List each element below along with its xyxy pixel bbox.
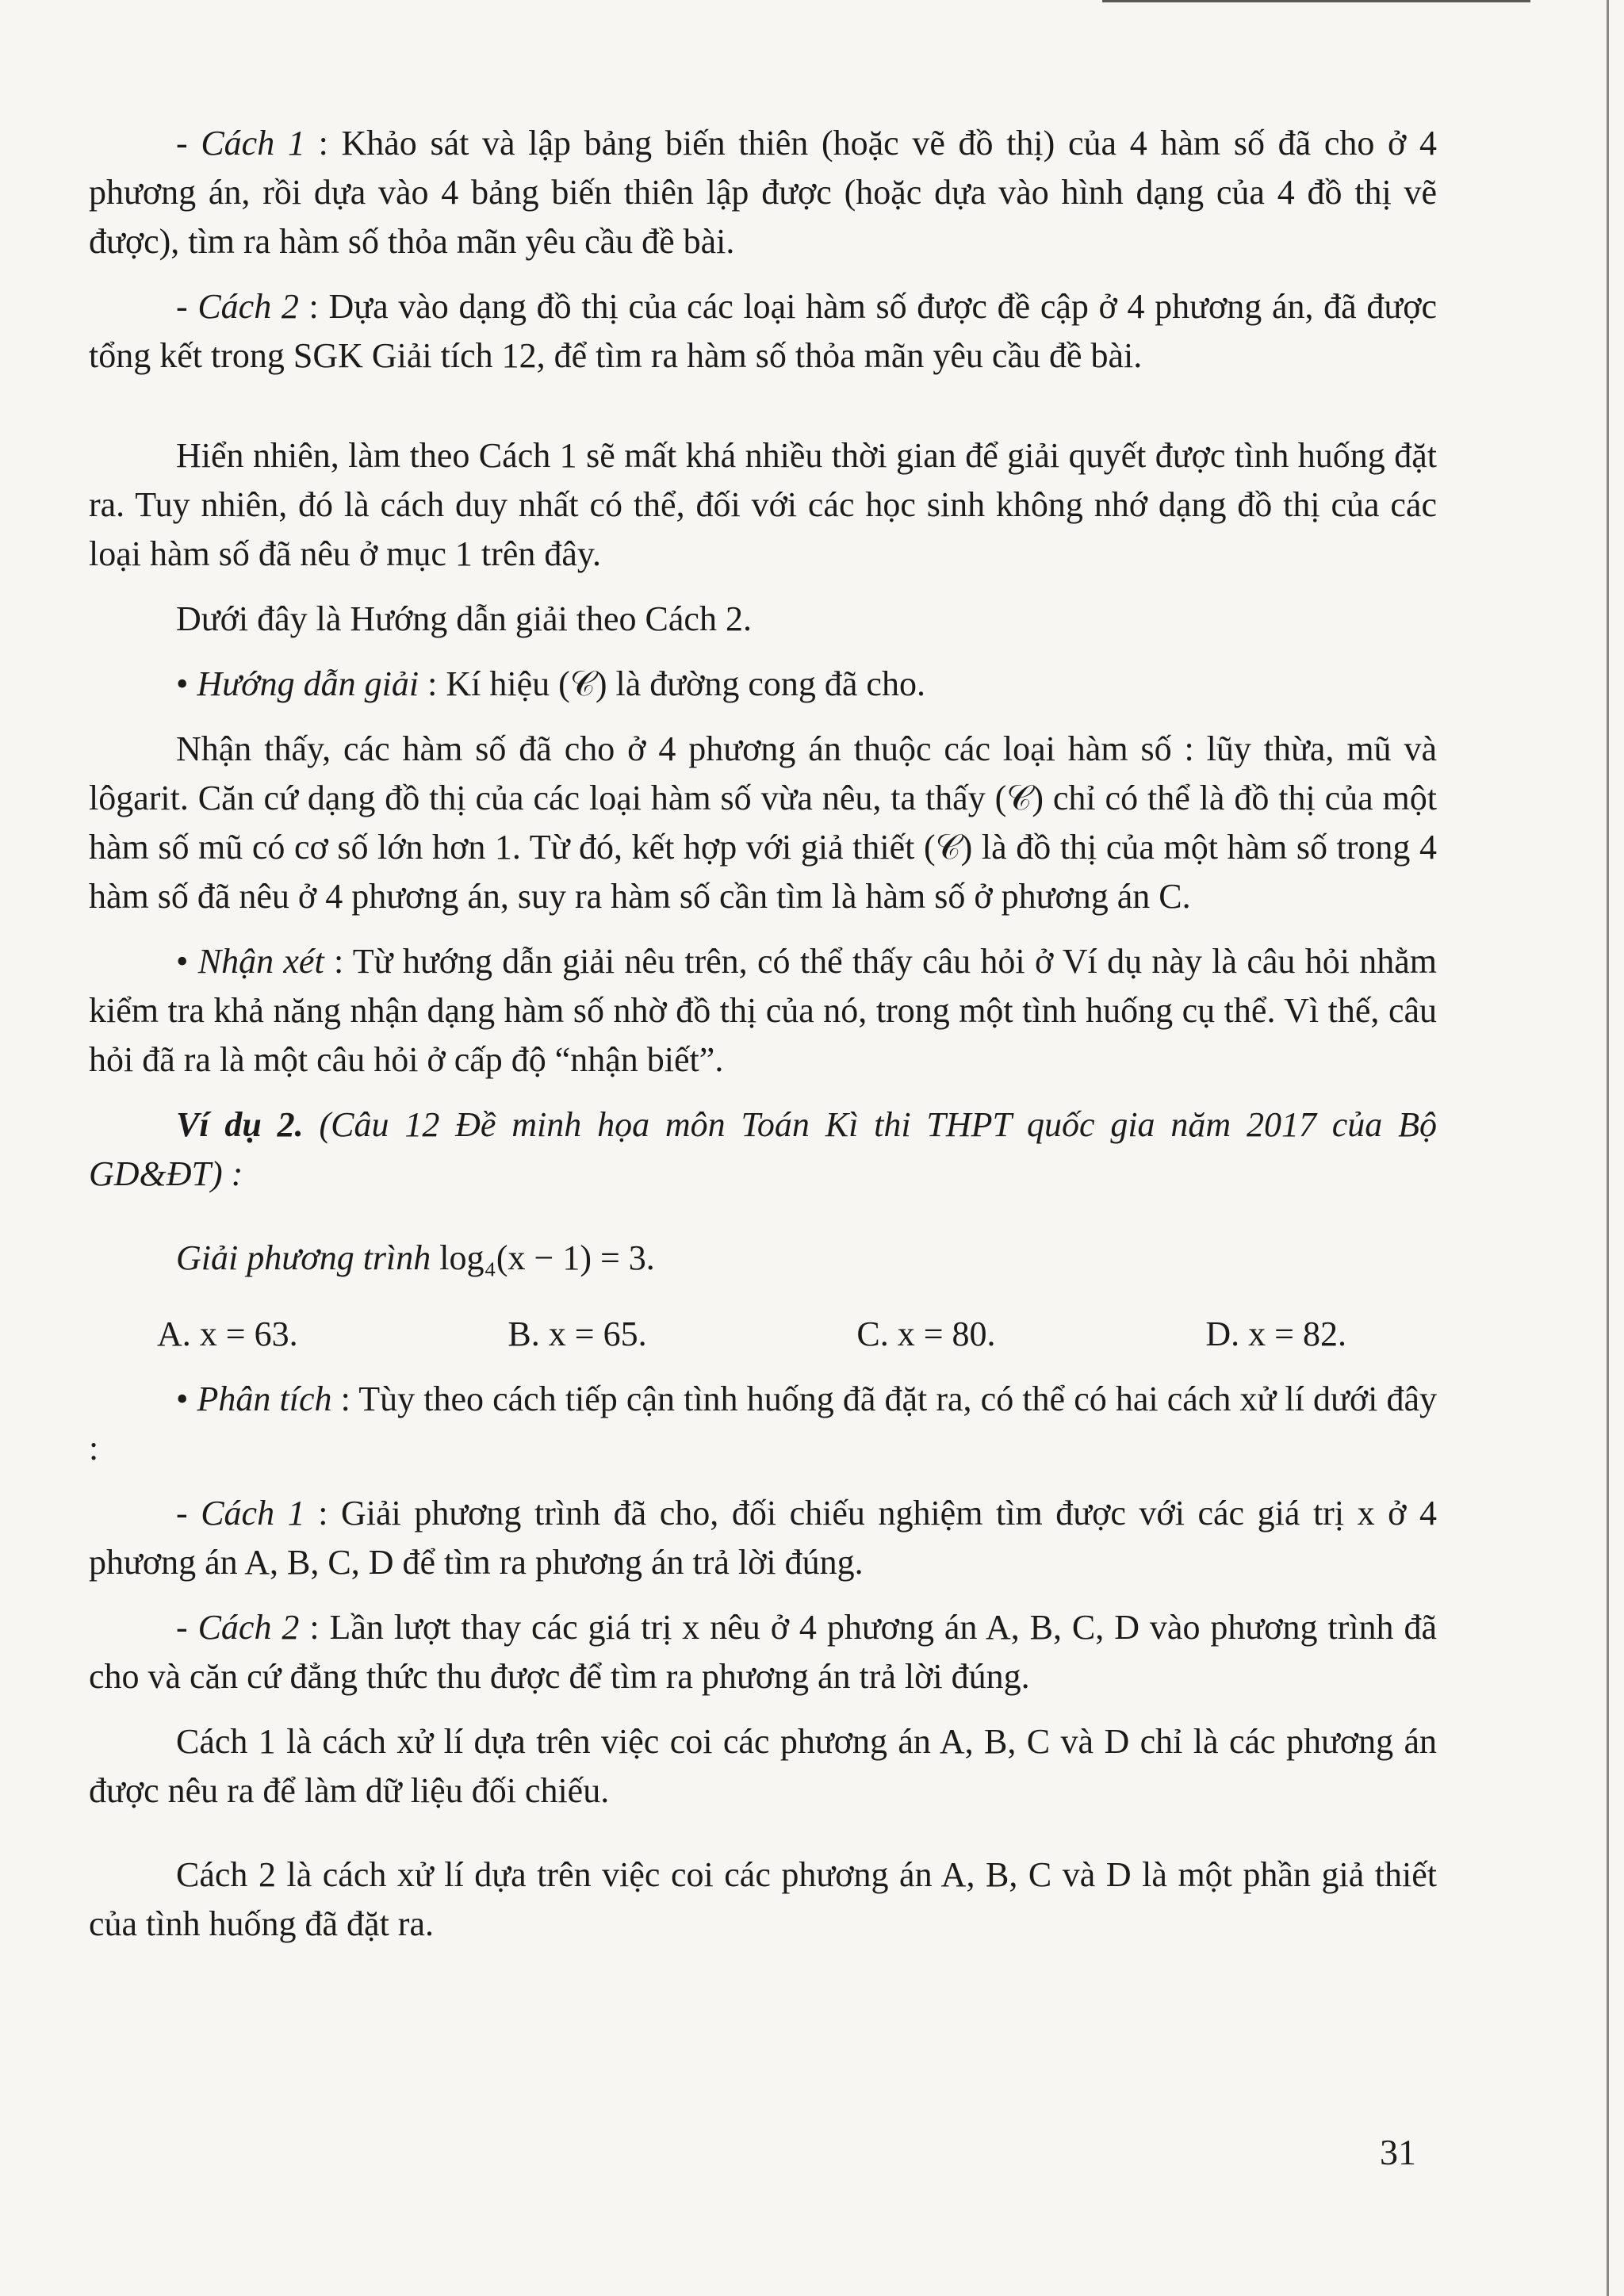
- label-cach-2-b: - Cách 2: [176, 1608, 300, 1647]
- answer-options: [89, 1310, 1346, 1359]
- option-c: C. x = 80.: [856, 1314, 996, 1353]
- paragraph-cach-1-la: Cách 1 là cách xử lí dựa trên việc coi các phương án A, B, C và D chỉ là các phương án được nêu ra để làm dữ liệu đối chiếu.: [89, 1722, 1437, 1810]
- paragraph-duoi-day: Dưới đây là Hướng dẫn giải theo Cách 2.: [176, 599, 752, 638]
- text-cach-1: : Khảo sát và lập bảng biến thiên (hoặc vẽ đồ thị) của 4 hàm số đã cho ở 4 phương án, rồi dựa vào 4 bảng biến thiên lập được (hoặc dựa vào hình dạng của 4 đồ thị vẽ được), tìm ra hàm số thỏa mãn yêu cầu đề bài.: [89, 124, 1437, 261]
- paragraph-cach-1-b: [89, 1489, 1437, 1587]
- paragraph-nhan-xet: [89, 937, 1437, 1085]
- paragraph-cach-2-b: [89, 1603, 1437, 1701]
- label-cach-2: - Cách 2: [176, 287, 299, 326]
- text-cach-1-b: : Giải phương trình đã cho, đối chiếu nghiệm tìm được với các giá trị x ở 4 phương án A, B, C, D để tìm ra phương án trả lời đúng.: [89, 1494, 1438, 1582]
- paragraph-phan-tich: [89, 1375, 1437, 1473]
- text-cach-2-b: : Lần lượt thay các giá trị x nêu ở 4 phương án A, B, C, D vào phương trình đã cho và căn cứ đẳng thức thu được để tìm ra phương án trả lời đúng.: [89, 1608, 1437, 1696]
- body-text: [89, 119, 1437, 1949]
- label-cach-1-b: - Cách 1: [176, 1494, 305, 1533]
- text-phan-tich: : Tùy theo cách tiếp cận tình huống đã đặt ra, có thể có hai cách xử lí dưới đây :: [89, 1380, 1438, 1468]
- page-number: 31: [1380, 2132, 1416, 2172]
- label-huong-dan-giai: Hướng dẫn giải: [197, 664, 419, 703]
- bullet: •: [176, 1380, 197, 1418]
- top-rule: [1102, 0, 1530, 2]
- label-vi-du-2: Ví dụ 2.: [176, 1105, 304, 1144]
- paragraph-equation: [89, 1234, 1437, 1283]
- paragraph-huong-dan-giai: [89, 660, 1437, 709]
- paragraph-hien-nhien: Hiển nhiên, làm theo Cách 1 sẽ mất khá nhiều thời gian để giải quyết được tình huống đặt ra. Tuy nhiên, đó là cách duy nhất có thể, đối với các học sinh không nhớ dạng đồ thị của các loại hàm số đã nêu ở mục 1 trên đây.: [89, 436, 1437, 573]
- paragraph-cach-1: [89, 119, 1437, 266]
- text-cach-2: : Dựa vào dạng đồ thị của các loại hàm số được đề cập ở 4 phương án, đã được tổng kết trong SGK Giải tích 12, để tìm ra hàm số thỏa mãn yêu cầu đề bài.: [89, 287, 1437, 375]
- option-d: D. x = 82.: [1205, 1314, 1346, 1353]
- equation-text: log₄(x − 1) = 3.: [431, 1238, 655, 1277]
- text-vi-du-2: (Câu 12 Đề minh họa môn Toán Kì thi THPT quốc gia năm 2017 của Bộ GD&ĐT) :: [89, 1105, 1437, 1193]
- option-a: A. x = 63.: [157, 1314, 298, 1353]
- text-nhan-xet: : Từ hướng dẫn giải nêu trên, có thể thấy câu hỏi ở Ví dụ này là câu hỏi nhằm kiểm tra khả năng nhận dạng hàm số nhờ đồ thị của nó, trong một tình huống cụ thể. Vì thế, câu hỏi đã ra là một câu hỏi ở cấp độ “nhận biết”.: [89, 942, 1438, 1079]
- paragraph-nhan-thay: Nhận thấy, các hàm số đã cho ở 4 phương án thuộc các loại hàm số : lũy thừa, mũ và lôgarit. Căn cứ dạng đồ thị của các loại hàm số vừa nêu, ta thấy (𝒞) chỉ có thể là đồ thị của một hàm số mũ có cơ số lớn hơn 1. Từ đó, kết hợp với giả thiết (𝒞) là đồ thị của một hàm số trong 4 hàm số đã nêu ở 4 phương án, suy ra hàm số cần tìm là hàm số ở phương án C.: [89, 729, 1437, 916]
- label-giai-phuong-trinh: Giải phương trình: [176, 1238, 431, 1277]
- label-phan-tich: Phân tích: [197, 1380, 332, 1418]
- label-nhan-xet: Nhận xét: [197, 942, 324, 981]
- label-cach-1: - Cách 1: [176, 124, 305, 163]
- option-b: B. x = 65.: [508, 1314, 647, 1353]
- text-huong-dan-giai: : Kí hiệu (𝒞) là đường cong đã cho.: [419, 664, 925, 703]
- paragraph-vi-du-2: [89, 1100, 1437, 1199]
- paragraph-cach-2: [89, 282, 1437, 381]
- right-edge-rule: [1607, 0, 1609, 2296]
- paragraph-cach-2-la: Cách 2 là cách xử lí dựa trên việc coi các phương án A, B, C và D là một phần giả thiết của tình huống đã đặt ra.: [89, 1855, 1437, 1943]
- bullet: •: [176, 942, 198, 981]
- bullet: •: [176, 664, 197, 703]
